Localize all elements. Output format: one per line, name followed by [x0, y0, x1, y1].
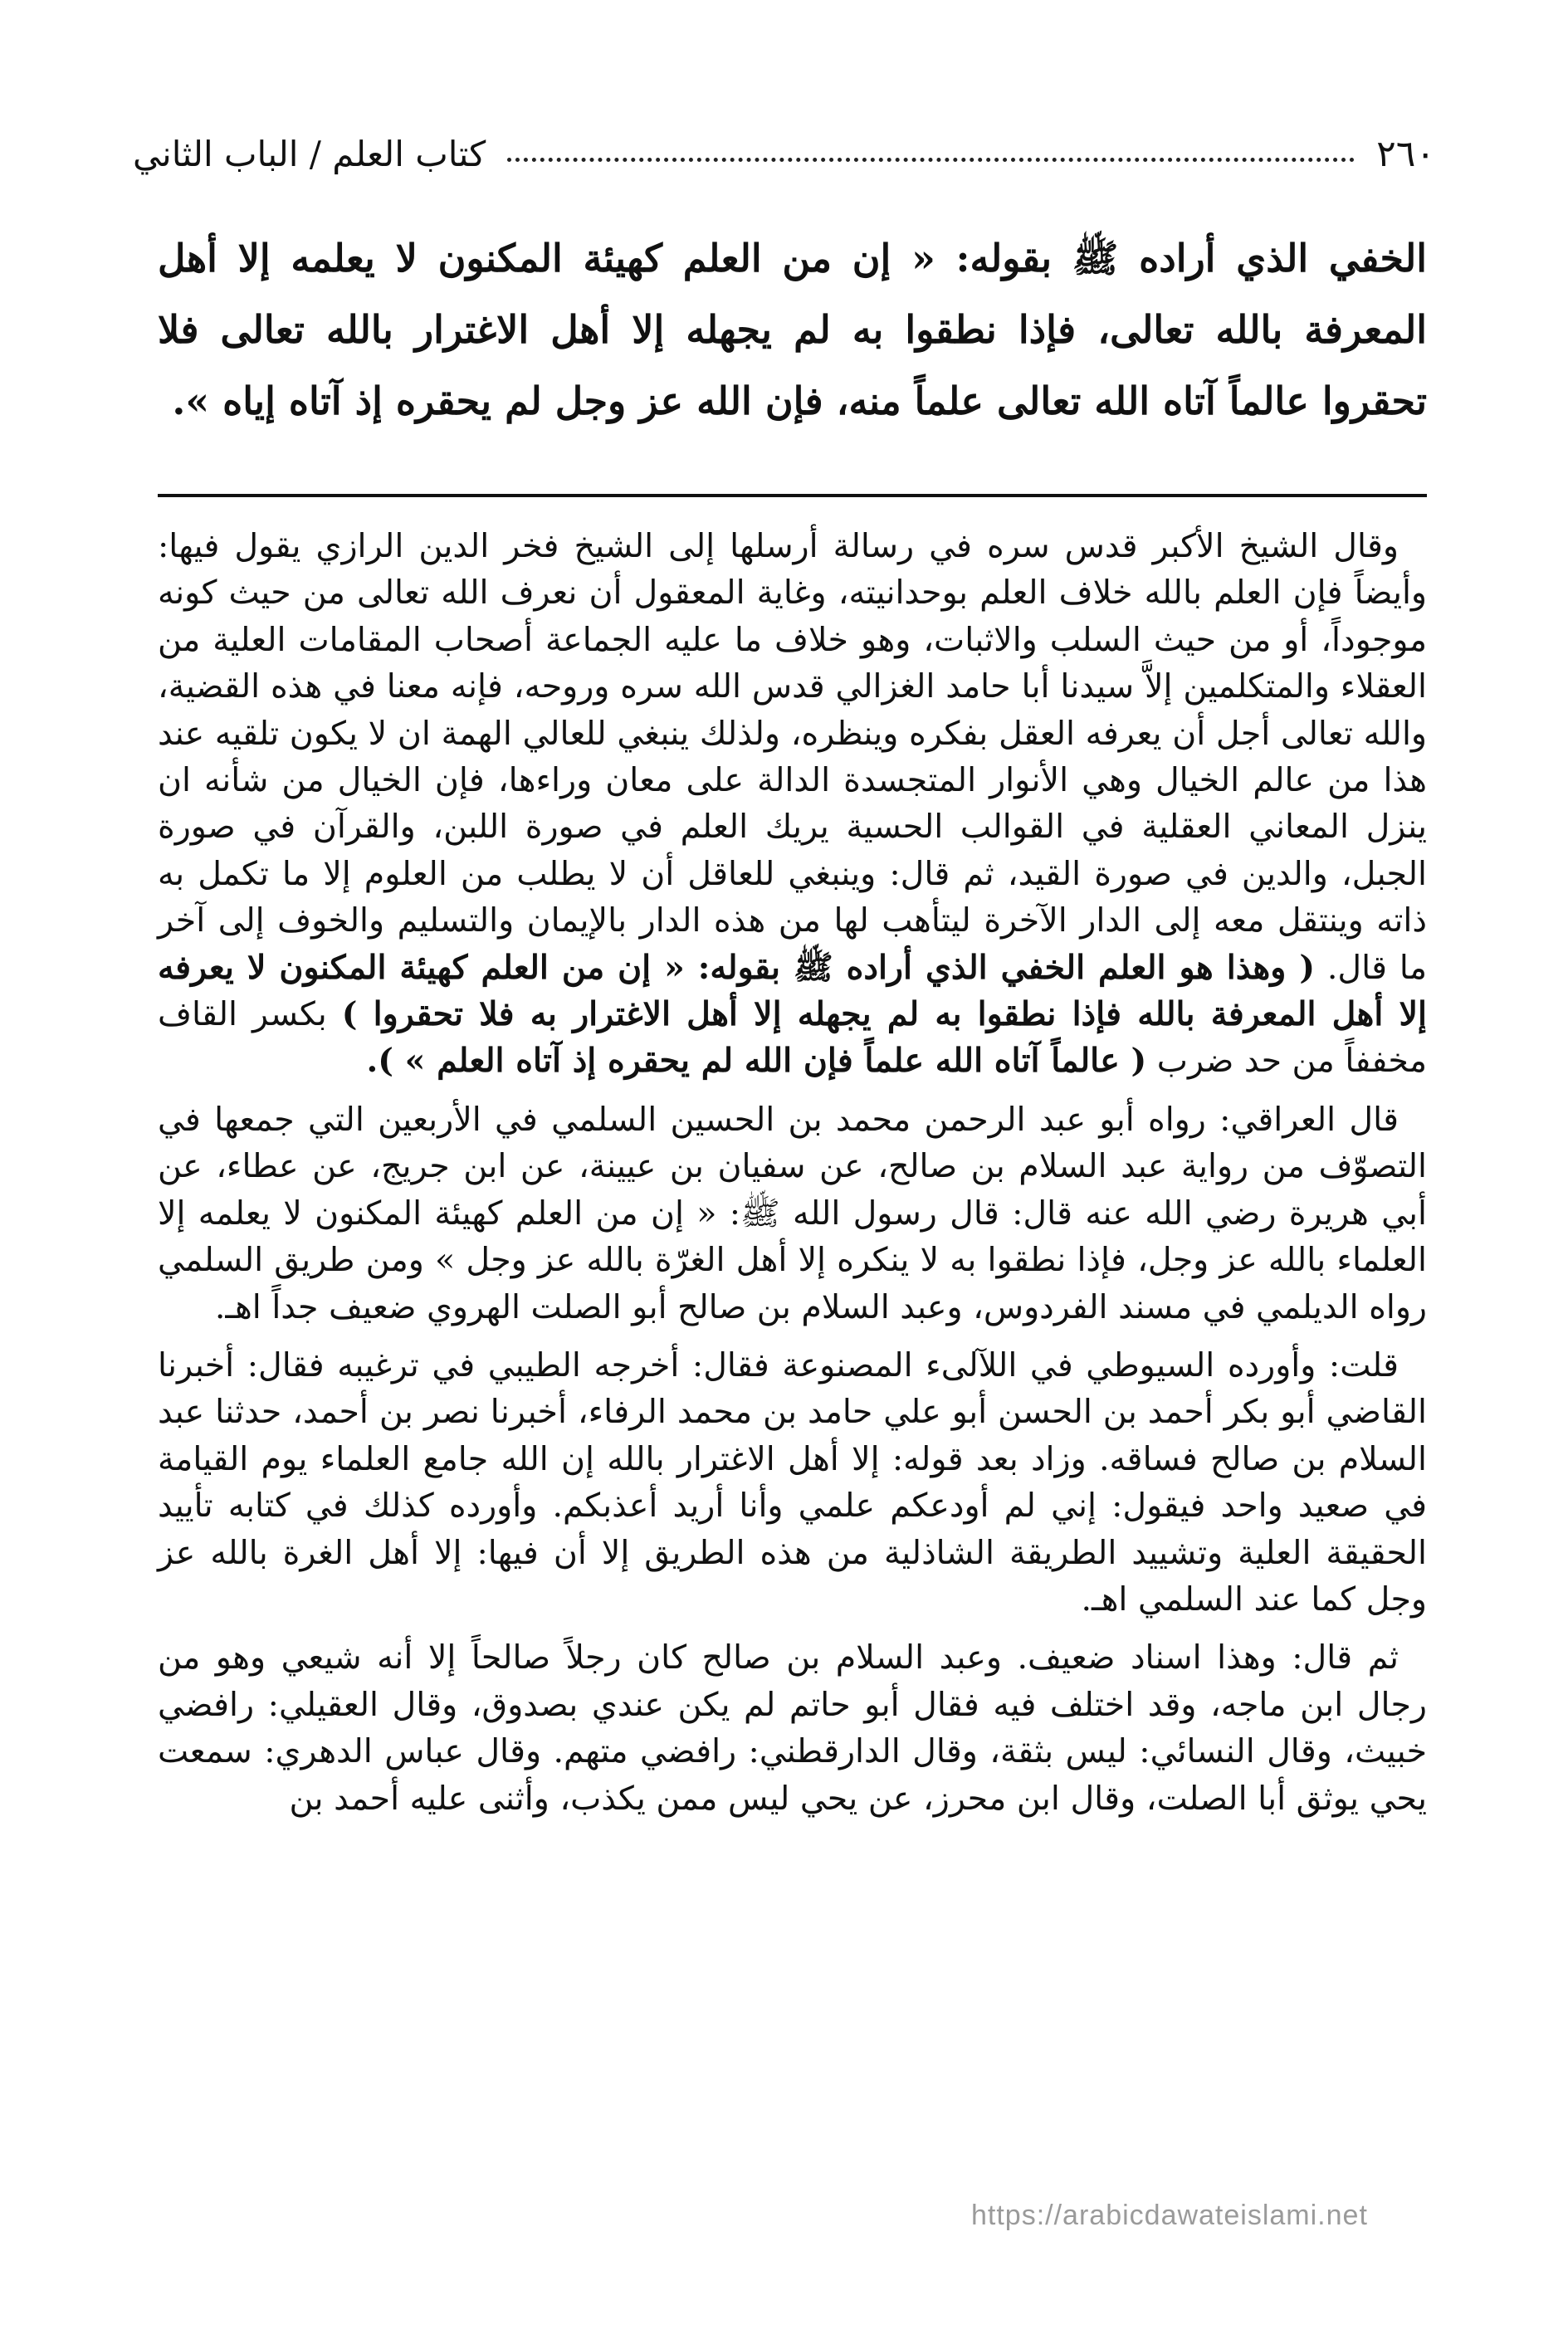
commentary — [158, 523, 1427, 1834]
commentary-text: وقال الشيخ الأكبر قدس سره في رسالة أرسلها إلى الشيخ فخر الدين الرازي يقول فيها: وأيضاً فإن العلم بالله خلاف العلم بوحدانيته، وغاية المعقول أن نعرف الله تعالى من حيث كونه موجوداً، أو من حيث السلب والاثبات، وهو خلاف ما عليه الجماعة أصحاب المقامات العلية من العقلاء والمتكلمين إلاَّ سيدنا أبا حامد الغزالي قدس الله سره وروحه، فإنه معنا في هذه القضية، والله تعالى أجل أن يعرفه العقل بفكره وينظره، ولذلك ينبغي للعالي الهمة ان لا يكون تلقيه عند هذا من عالم الخيال وهي الأنوار المتجسدة الدالة على معان وراءها، فإن الخيال من شأنه ان ينزل المعاني العقلية في القوالب الحسية يريك العلم في صورة اللبن، والقرآن في صورة الجبل، والدين في صورة القيد، ثم قال: وينبغي للعاقل أن لا يطلب من العلوم إلا ما تكمل به ذاته وينتقل معه إلى الدار الآخرة ليتأهب لها من هذه الدار بالإيمان والتسليم والخوف إلى آخر ما قال. — [158, 527, 1428, 987]
header-dot-leader — [507, 146, 1355, 162]
commentary-quote: ( وهذا هو العلم الخفي الذي أراده ﷺ بقوله: « إن من العلم كهيئة المكنون لا يعرفه إلا أهل المعرفة بالله فإذا نطقوا به لم يجهله إلا أهل الاغترار به فلا تحقروا ) — [158, 948, 1428, 1034]
page-header — [133, 125, 1435, 183]
commentary-paragraph: قال العراقي: رواه أبو عبد الرحمن محمد بن الحسين السلمي في الأربعين التي جمعها في التصوّف من رواية عبد السلام بن صالح، عن سفيان بن عيينة، عن ابن جريج، عن عطاء، عن أبي هريرة رضي الله عنه قال: قال رسول الله ﷺ: « إن من العلم كهيئة المكنون لا يعلمه إلا العلماء بالله عز وجل، فإذا نطقوا به لا ينكره إلا أهل الغرّة بالله عز وجل » ومن طريق السلمي رواه الديلمي في مسند الفردوس، وعبد السلام بن صالح أبو الصلت الهروي ضعيف جداً اهـ. — [158, 1100, 1427, 1326]
page-number: ٢٦٠ — [1376, 132, 1435, 175]
commentary-paragraph: قلت: وأورده السيوطي في اللآلىء المصنوعة فقال: أخرجه الطيبي في ترغيبه فقال: أخبرنا القاضي أبو بكر أحمد بن الحسن أبو علي حامد بن محمد الرفاء، أخبرنا نصر بن أحمد، حدثنا عبد السلام بن صالح فساقه. وزاد بعد قوله: إلا أهل الاغترار بالله إن الله جامع العلماء يوم القيامة في صعيد واحد فيقول: إني لم أودعكم علمي وأنا أريد أعذبكم. وأورده كذلك في كتابه تأييد الحقيقة العلية وتشييد الطريقة الشاذلية من هذه الطريق إلا أن فيها: إلا أهل الغرة بالله عز وجل كما عند السلمي اهـ. — [158, 1345, 1427, 1619]
running-title: كتاب العلم / الباب الثاني — [133, 133, 486, 174]
commentary-quote: ( عالماً آتاه الله علماً فإن الله لم يحقره إذ آتاه العلم » ). — [366, 1042, 1147, 1081]
commentary-text: بكسر القاف مخففاً من حد ضرب — [158, 995, 1427, 1081]
commentary-paragraph — [158, 523, 1427, 1085]
commentary-paragraph: ثم قال: وهذا اسناد ضعيف. وعبد السلام بن صالح كان رجلاً صالحاً إلا أنه شيعي وهو من رجال ابن ماجه، وقد اختلف فيه فقال أبو حاتم لم يكن عندي بصدوق، وقال العقيلي: رافضي خبيث، وقال النسائي: ليس بثقة، وقال الدارقطني: رافضي متهم. وقال عباس الدهري: سمعت يحي يوثق أبا الصلت، وقال ابن محرز، عن يحي ليس ممن يكذب، وأثنى عليه أحمد بن — [158, 1638, 1427, 1818]
watermark: https://arabicdawateislami.net — [971, 2200, 1368, 2231]
main-text: الخفي الذي أراده ﷺ بقوله: « إن من العلم كهيئة المكنون لا يعلمه إلا أهل المعرفة بالله تعالى، فإذا نطقوا به لم يجهله إلا أهل الاغترار بالله تعالى فلا تحقروا عالماً آتاه الله تعالى علماً منه، فإن الله عز وجل لم يحقره إذ آتاه إياه ». — [158, 236, 1427, 423]
separator-rule — [158, 494, 1427, 497]
